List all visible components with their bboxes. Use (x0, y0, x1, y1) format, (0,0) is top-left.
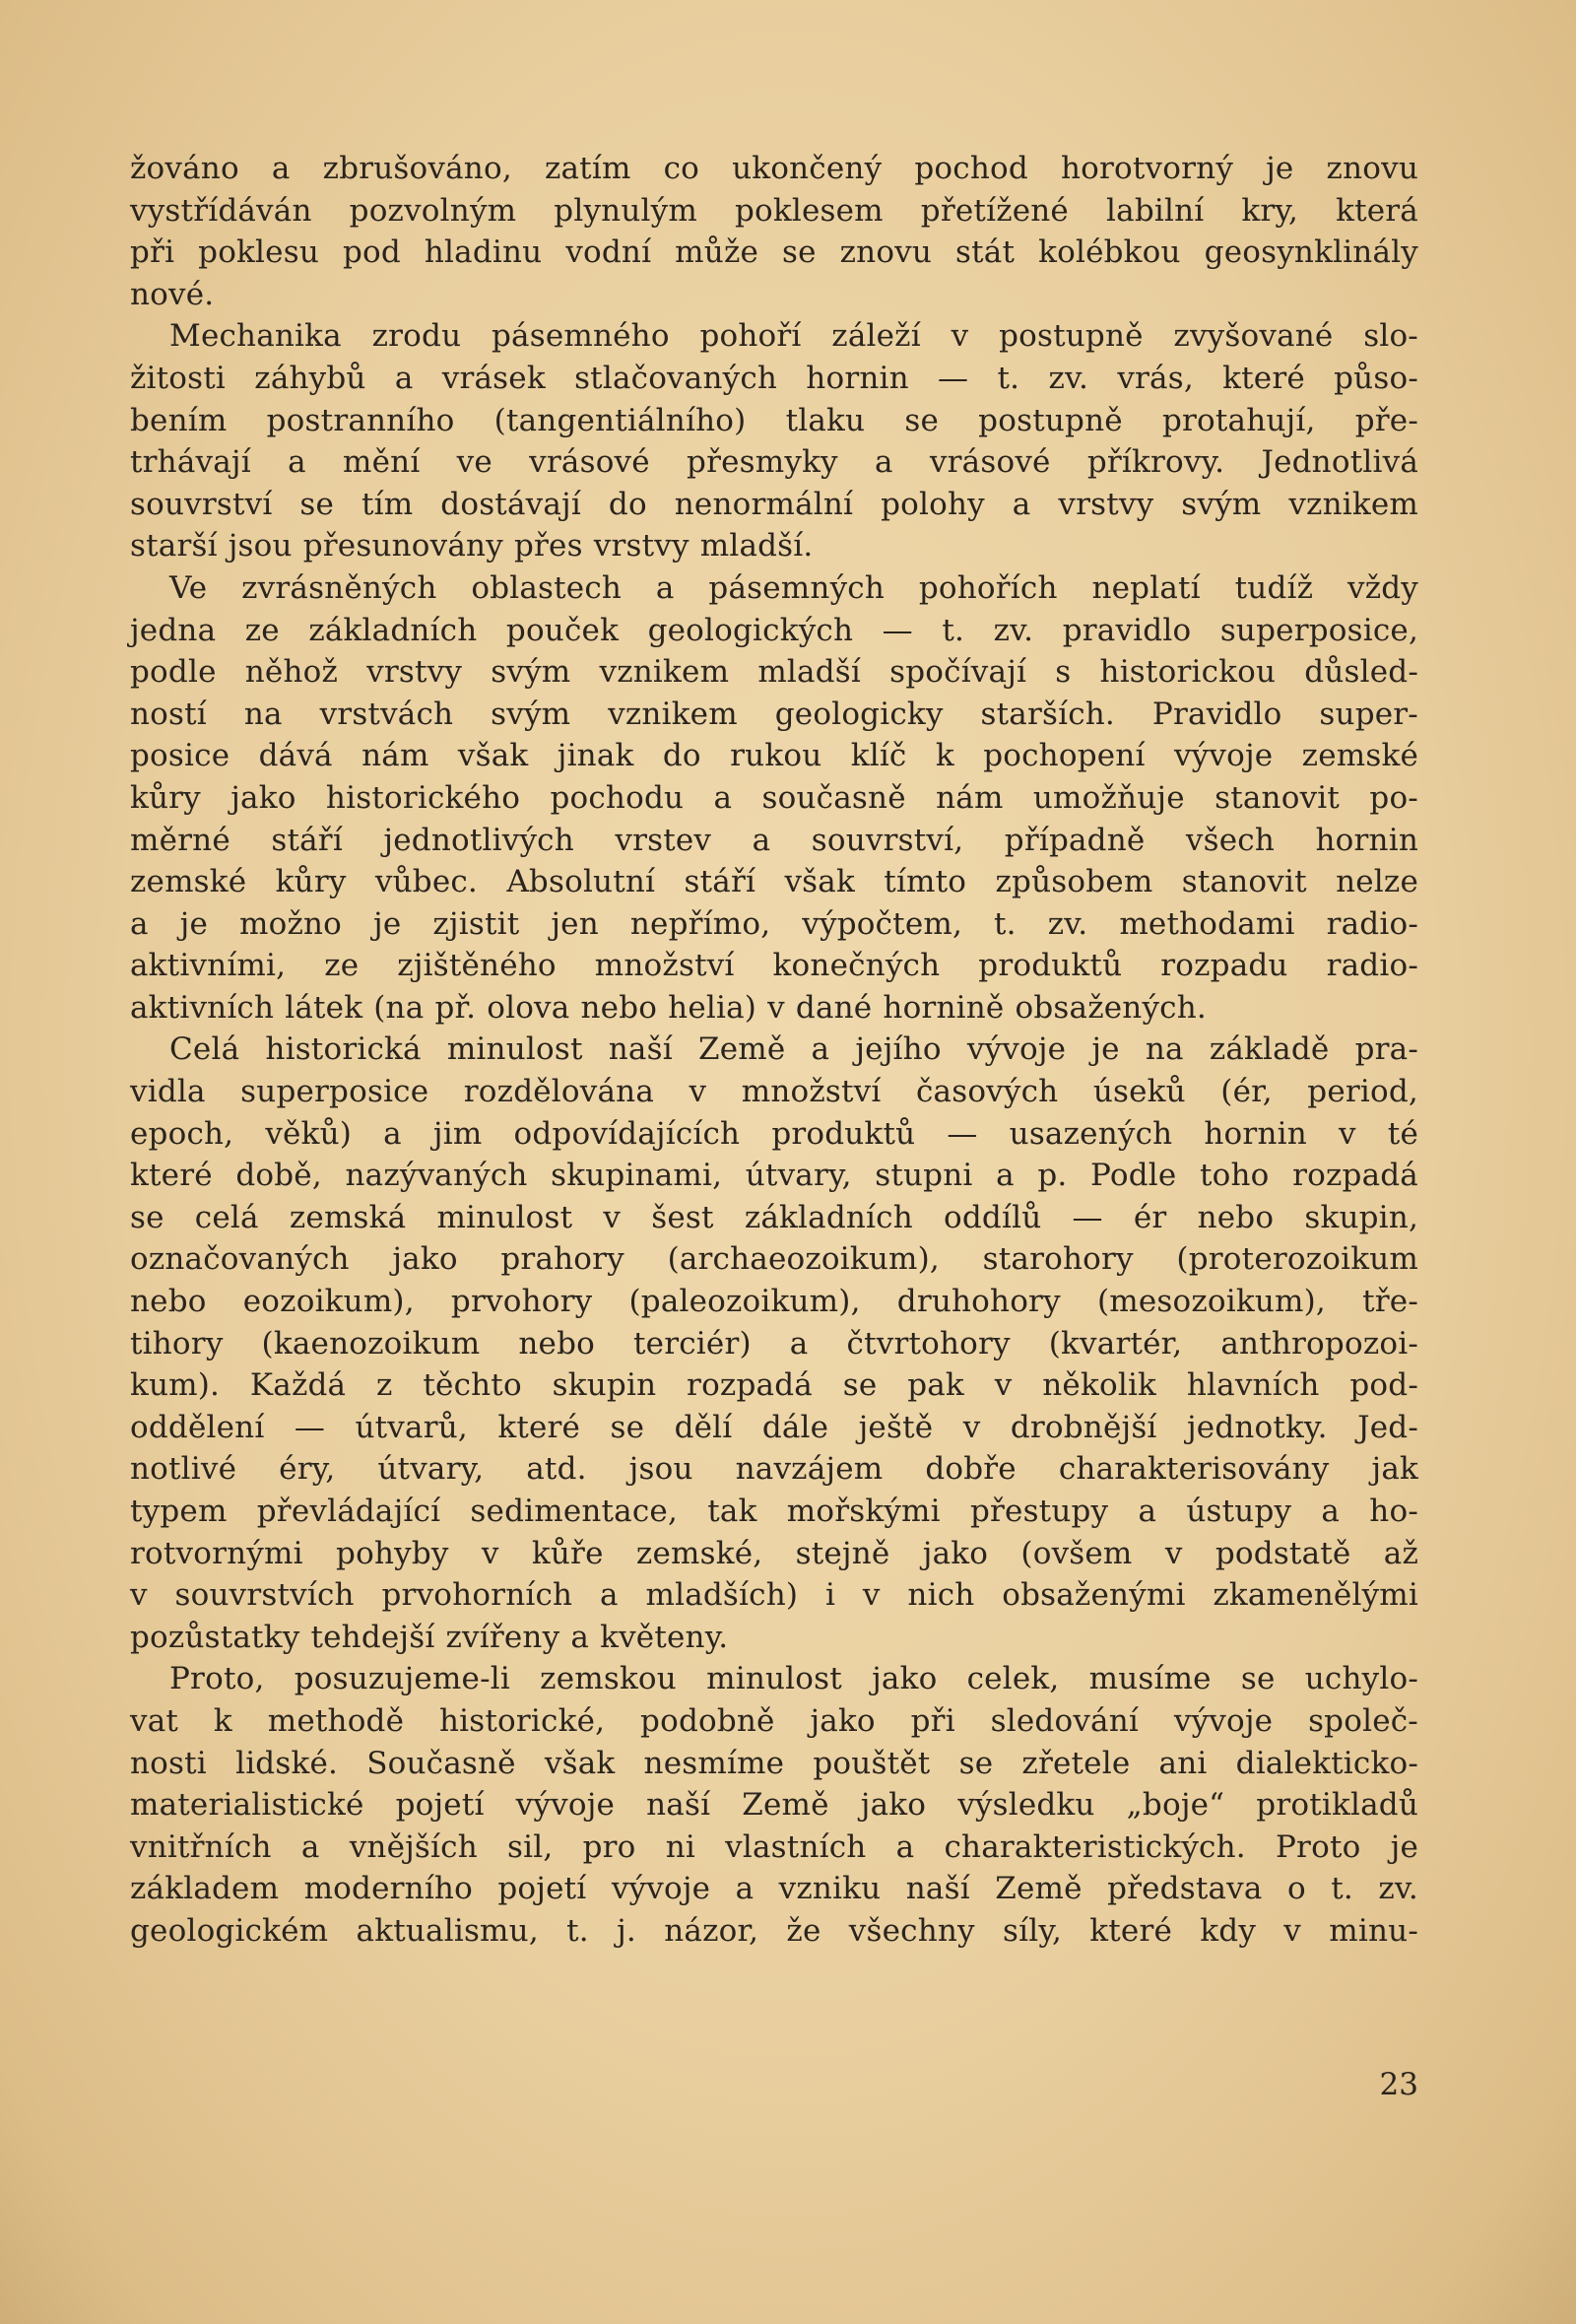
text-line: žitosti záhybů a vrásek stlačovaných hornin — t. zv. vrás, které půso- (130, 360, 1418, 396)
text-line: rotvornými pohyby v kůře zemské, stejně jako (ovšem v podstatě až (130, 1535, 1418, 1571)
paragraph (130, 1029, 1418, 1658)
text-line: nové. (130, 276, 215, 312)
page-number: 23 (1379, 2067, 1418, 2102)
text-line: geologickém aktualismu, t. j. názor, že všechny síly, které kdy v minu- (130, 1912, 1418, 1949)
text-line: Proto, posuzujeme-li zemskou minulost jako celek, musíme se uchylo- (169, 1661, 1418, 1697)
text-line: Mechanika zrodu pásemného pohoří záleží v postupně zvyšované slo- (169, 318, 1418, 355)
text-line: nosti lidské. Současně však nesmíme pouštět se zřetele ani dialekticko- (130, 1745, 1418, 1781)
text-line: ností na vrstvách svým vznikem geologicky starších. Pravidlo super- (130, 696, 1418, 732)
paragraph (130, 315, 1418, 567)
text-line: zemské kůry vůbec. Absolutní stáří však tímto způsobem stanovit nelze (130, 864, 1418, 900)
text-line: aktivních látek (na př. olova nebo helia) v dané hornině obsažených. (130, 989, 1207, 1026)
text-line: souvrství se tím dostávají do nenormální polohy a vrstvy svým vznikem (130, 486, 1418, 522)
paragraph (130, 148, 1418, 315)
text-line: aktivními, ze zjištěného množství konečných produktů rozpadu radio- (130, 948, 1418, 984)
text-line: vnitřních a vnějších sil, pro ni vlastních a charakteristických. Proto je (130, 1828, 1418, 1865)
text-line: podle něhož vrstvy svým vznikem mladší spočívají s historickou důsled- (130, 654, 1418, 691)
text-line: vystřídáván pozvolným plynulým poklesem přetížené labilní kry, která (130, 192, 1418, 229)
text-line: pozůstatky tehdejší zvířeny a květeny. (130, 1619, 729, 1655)
text-line: měrné stáří jednotlivých vrstev a souvrství, případně všech hornin (130, 822, 1418, 858)
text-line: kum). Každá z těchto skupin rozpadá se pak v několik hlavních pod- (130, 1367, 1418, 1404)
text-line: vat k methodě historické, podobně jako při sledování vývoje společ- (130, 1702, 1418, 1739)
text-line: vidla superposice rozdělována v množství časových úseků (ér, period, (130, 1074, 1418, 1110)
text-line: bením postranního (tangentiálního) tlaku se postupně protahují, pře- (130, 402, 1418, 438)
page-body-text (130, 148, 1418, 1953)
text-line: a je možno je zjistit jen nepřímo, výpočtem, t. zv. methodami radio- (130, 905, 1418, 942)
text-line: trhávají a mění ve vrásové přesmyky a vrásové příkrovy. Jednotlivá (130, 444, 1418, 481)
text-line: tihory (kaenozoikum nebo terciér) a čtvrtohory (kvartér, anthropozoi- (130, 1325, 1418, 1361)
text-line: Celá historická minulost naší Země a jejího vývoje je na základě pra- (169, 1031, 1418, 1068)
text-line: materialistické pojetí vývoje naší Země jako výsledku „boje“ protikladů (130, 1787, 1418, 1824)
text-line: v souvrstvích prvohorních a mladších) i v nich obsaženými zkamenělými (130, 1577, 1418, 1614)
text-line: notlivé éry, útvary, atd. jsou navzájem dobře charakterisovány jak (130, 1451, 1418, 1488)
text-line: označovaných jako prahory (archaeozoikum), starohory (proterozoikum (130, 1241, 1418, 1278)
text-line: se celá zemská minulost v šest základních oddílů — ér nebo skupin, (130, 1199, 1418, 1235)
text-line: které době, nazývaných skupinami, útvary, stupni a p. Podle toho rozpadá (130, 1158, 1418, 1194)
text-line: typem převládající sedimentace, tak mořskými přestupy a ústupy a ho- (130, 1494, 1418, 1529)
text-line: jedna ze základních pouček geologických — t. zv. pravidlo superposice, (130, 612, 1418, 648)
text-line: Ve zvrásněných oblastech a pásemných pohořích neplatí tudíž vždy (169, 569, 1418, 606)
text-line: žováno a zbrušováno, zatím co ukončený pochod horotvorný je znovu (130, 151, 1418, 186)
text-line: epoch, věků) a jim odpovídajících produktů — usazených hornin v té (130, 1115, 1418, 1152)
text-line: kůry jako historického pochodu a současně nám umožňuje stanovit po- (130, 779, 1418, 816)
text-line: oddělení — útvarů, které se dělí dále ještě v drobnější jednotky. Jed- (130, 1409, 1418, 1445)
text-line: při poklesu pod hladinu vodní může se znovu stát kolébkou geosynklinály (130, 234, 1418, 271)
paragraph (130, 567, 1418, 1029)
paragraph (130, 1658, 1418, 1952)
text-line: základem moderního pojetí vývoje a vzniku naší Země představa o t. zv. (130, 1871, 1418, 1907)
text-line: starší jsou přesunovány přes vrstvy mladší. (130, 528, 814, 564)
text-line: nebo eozoikum), prvohory (paleozoikum), druhohory (mesozoikum), tře- (130, 1284, 1418, 1320)
text-line: posice dává nám však jinak do rukou klíč k pochopení vývoje zemské (130, 738, 1418, 774)
